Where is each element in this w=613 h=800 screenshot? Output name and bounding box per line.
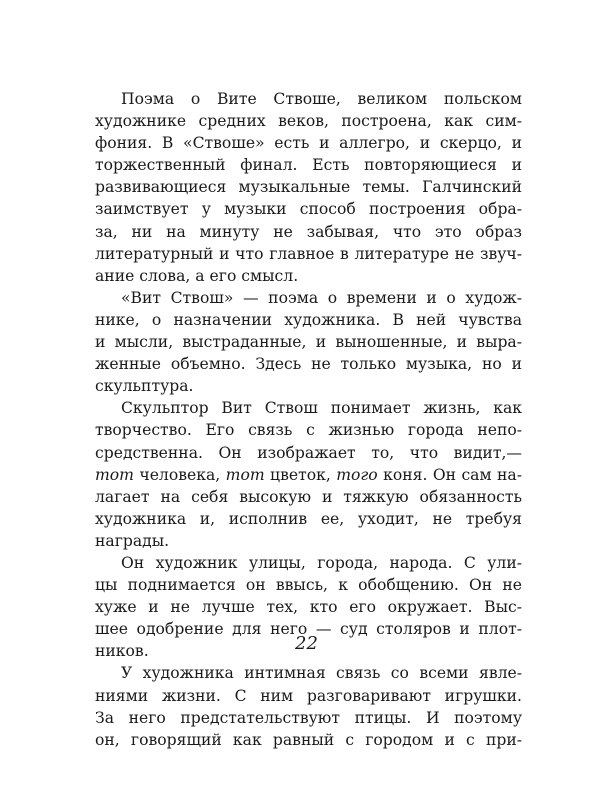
text-line: художнике средних веков, построена, как сим- bbox=[95, 112, 522, 131]
text-line: он, говорящий как равный с городом и с при- bbox=[95, 730, 522, 749]
text-line: хуже и не лучше тех, кто его окружает. Выс- bbox=[95, 598, 522, 617]
text-line: шее одобрение для него — суд столяров и плот- bbox=[95, 620, 522, 639]
text-line: художника и, исполнив ее, уходит, не требуя bbox=[95, 509, 522, 528]
text-line: за, ни на минуту не забывая, что это образ bbox=[95, 222, 522, 241]
paragraph-5 bbox=[95, 662, 522, 750]
text-line: заимствует у музыки способ построения обра- bbox=[95, 200, 522, 219]
text-line: Поэма о Вите Ствоше, великом польском bbox=[121, 90, 522, 108]
text-line: лагает на себя высокую и тяжкую обязанность bbox=[95, 487, 522, 506]
paragraph-3 bbox=[95, 397, 522, 552]
text-line: награды. bbox=[95, 531, 170, 550]
text-line: средственна. Он изображает то, что видит,— bbox=[95, 443, 522, 462]
text-line: «Вит Ствош» — поэма о времени и о худож- bbox=[121, 288, 522, 307]
text-line: ание слова, а его смысл. bbox=[95, 266, 299, 285]
emphasized-word: тот bbox=[225, 465, 265, 484]
paragraph-2 bbox=[95, 287, 522, 397]
text-line: женные объемно. Здесь не только музыка, но и bbox=[95, 355, 522, 374]
paragraph-1 bbox=[95, 88, 522, 287]
text-line: творчество. Его связь с жизнью города непо- bbox=[95, 421, 522, 440]
text-line: и мысли, выстраданные, и выношенные, и выра- bbox=[95, 333, 522, 352]
text-line: ниями жизни. С ним разговаривают игрушки. bbox=[95, 686, 522, 705]
text-line: фония. В «Ствоше» есть и аллегро, и скерцо, и bbox=[95, 134, 522, 153]
text-line: За него предстательствуют птицы. И поэтому bbox=[95, 708, 522, 727]
page-number: 22 bbox=[295, 633, 318, 654]
emphasized-word: того bbox=[336, 465, 378, 484]
text-line: скульптура. bbox=[95, 377, 194, 396]
text-line: нике, о назначении художника. В ней чувства bbox=[95, 310, 522, 329]
text-line: Скульптор Вит Ствош понимает жизнь, как bbox=[121, 399, 522, 418]
text-line-with-emphasis: тот человека, тот цветок, того коня. Он сам на- bbox=[95, 465, 522, 484]
text-line: ников. bbox=[95, 642, 149, 661]
text-line: развивающиеся музыкальные темы. Галчинский bbox=[95, 178, 522, 197]
text-line: цы поднимается он ввысь, к обобщению. Он не bbox=[95, 576, 522, 595]
text-line: Он художник улицы, города, народа. С ули- bbox=[121, 553, 522, 572]
emphasized-word: тот bbox=[95, 465, 134, 484]
text-line: торжественный финал. Есть повторяющиеся и bbox=[95, 156, 522, 175]
text-line: У художника интимная связь со всеми явле- bbox=[121, 664, 522, 683]
text-line: литературный и что главное в литературе не звуч- bbox=[95, 244, 522, 263]
